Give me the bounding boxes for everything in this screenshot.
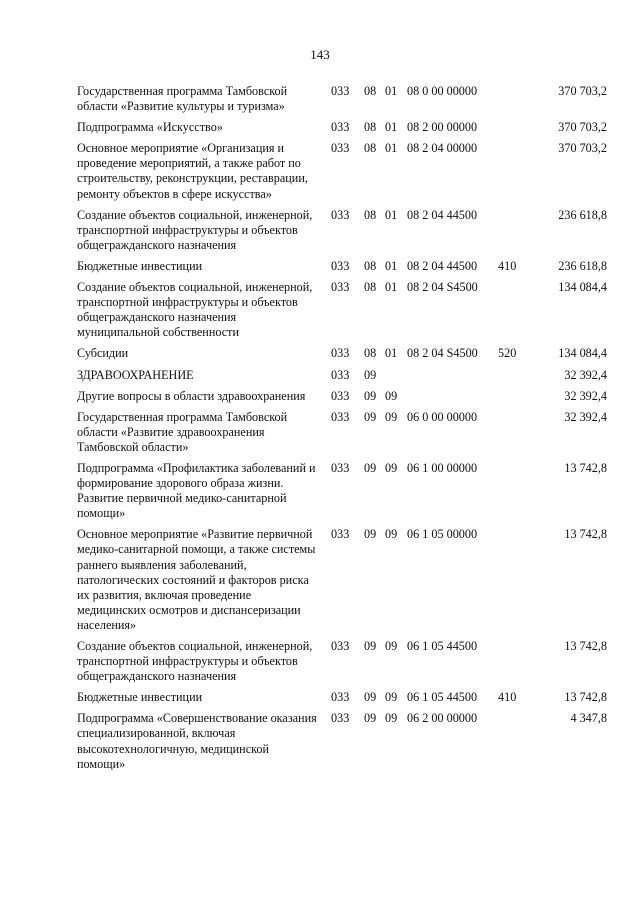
table-row <box>0 527 640 633</box>
subsection-code: 09 <box>385 409 398 424</box>
table-row <box>0 389 640 404</box>
amount: 370 703,2 <box>558 84 607 98</box>
target-article-code: 08 2 04 S4500 <box>407 346 478 361</box>
subsection-code: 01 <box>385 84 398 98</box>
subsection-code: 01 <box>385 141 398 156</box>
amount: 370 703,2 <box>558 120 607 135</box>
section-code: 09 <box>364 409 377 424</box>
table-row <box>0 141 640 201</box>
target-article-code: 08 2 00 00000 <box>407 120 478 135</box>
amount: 13 742,8 <box>564 639 607 653</box>
section-code: 09 <box>364 711 377 726</box>
ministry-code: 033 <box>331 258 350 273</box>
target-article-code: 08 2 04 00000 <box>407 141 478 156</box>
amount: 370 703,2 <box>558 141 607 156</box>
subsection-code: 09 <box>385 690 398 705</box>
target-article-code: 06 1 05 44500 <box>407 690 478 705</box>
amount: 32 392,4 <box>564 367 607 382</box>
amount: 236 618,8 <box>558 207 607 222</box>
table-row <box>0 410 640 455</box>
subsection-code: 01 <box>385 280 398 295</box>
section-code: 08 <box>364 258 377 273</box>
row-name: Подпрограмма «Искусство» <box>77 120 223 135</box>
table-row <box>0 711 640 771</box>
row-name: Создание объектов социальной, инженерной, транспортной инфраструктуры и объектов общегражданского назначения муниципальной собственности <box>77 280 313 340</box>
ministry-code: 033 <box>331 460 350 475</box>
amount: 32 392,4 <box>564 409 607 424</box>
row-name: Создание объектов социальной, инженерной, транспортной инфраструктуры и объектов общегражданского назначения <box>77 639 313 684</box>
target-article-code: 08 0 00 00000 <box>407 84 478 98</box>
subsection-code: 09 <box>385 388 398 403</box>
amount: 13 742,8 <box>564 690 607 705</box>
ministry-code: 033 <box>331 207 350 222</box>
subsection-code: 09 <box>385 527 398 542</box>
target-article-code: 06 1 00 00000 <box>407 460 478 475</box>
table-row <box>0 346 640 361</box>
section-code: 09 <box>364 388 377 403</box>
ministry-code: 033 <box>331 120 350 135</box>
ministry-code: 033 <box>331 346 350 361</box>
table-row <box>0 120 640 135</box>
subsection-code: 09 <box>385 711 398 726</box>
section-code: 09 <box>364 367 377 382</box>
subsection-code: 01 <box>385 120 398 135</box>
expense-type-code: 520 <box>498 346 517 361</box>
row-name: Государственная программа Тамбовской области «Развитие культуры и туризма» <box>77 84 288 114</box>
subsection-code: 01 <box>385 346 398 361</box>
target-article-code: 08 2 04 44500 <box>407 258 478 273</box>
section-code: 09 <box>364 690 377 705</box>
table-row <box>0 208 640 253</box>
row-name: ЗДРАВООХРАНЕНИЕ <box>77 367 194 382</box>
subsection-code: 09 <box>385 639 398 653</box>
amount: 134 084,4 <box>558 346 607 361</box>
expense-type-code: 410 <box>498 690 517 705</box>
table-row <box>0 461 640 521</box>
section-code: 08 <box>364 84 377 98</box>
row-name: Подпрограмма «Профилактика заболеваний и формирование здорового образа жизни. Развитие первичной медико-санитарной помощи» <box>77 460 316 521</box>
subsection-code: 09 <box>385 460 398 475</box>
table-row <box>0 639 640 684</box>
row-name: Субсидии <box>77 346 129 361</box>
expense-type-code: 410 <box>498 258 517 273</box>
table-row <box>0 368 640 383</box>
section-code: 09 <box>364 460 377 475</box>
target-article-code: 06 1 05 00000 <box>407 527 478 542</box>
row-name: Бюджетные инвестиции <box>77 690 203 705</box>
ministry-code: 033 <box>331 84 350 98</box>
table-row <box>0 259 640 274</box>
row-name: Основное мероприятие «Развитие первичной медико-санитарной помощи, а также системы раннего выявления заболеваний, патологических состояний и факторов риска их развития, включая проведение медицинских осмотров и диспансеризации населения» <box>77 527 316 632</box>
section-code: 08 <box>364 346 377 361</box>
section-code: 08 <box>364 141 377 156</box>
amount: 4 347,8 <box>570 711 607 726</box>
ministry-code: 033 <box>331 367 350 382</box>
amount: 134 084,4 <box>558 280 607 295</box>
row-name: Государственная программа Тамбовской области «Развитие здравоохранения Тамбовской области» <box>77 409 288 454</box>
amount: 32 392,4 <box>564 388 607 403</box>
row-name: Основное мероприятие «Организация и проведение мероприятий, а также работ по строительству, реконструкции, реставрации, ремонту объектов в сфере искусства» <box>77 141 308 201</box>
target-article-code: 08 2 04 44500 <box>407 207 478 222</box>
page-number: 143 <box>310 47 330 62</box>
ministry-code: 033 <box>331 527 350 542</box>
section-code: 08 <box>364 120 377 135</box>
subsection-code: 01 <box>385 258 398 273</box>
ministry-code: 033 <box>331 409 350 424</box>
table-row <box>0 84 640 114</box>
target-article-code: 08 2 04 S4500 <box>407 280 478 295</box>
table-row <box>0 280 640 340</box>
table-row <box>0 690 640 705</box>
ministry-code: 033 <box>331 141 350 156</box>
row-name: Другие вопросы в области здравоохранения <box>77 388 306 403</box>
row-name: Подпрограмма «Совершенствование оказания специализированной, включая высокотехнологичную, медицинской помощи» <box>77 711 317 771</box>
ministry-code: 033 <box>331 388 350 403</box>
section-code: 08 <box>364 207 377 222</box>
amount: 13 742,8 <box>564 527 607 542</box>
target-article-code: 06 1 05 44500 <box>407 639 478 653</box>
row-name: Бюджетные инвестиции <box>77 258 203 273</box>
section-code: 09 <box>364 527 377 542</box>
target-article-code: 06 0 00 00000 <box>407 409 478 424</box>
subsection-code: 01 <box>385 207 398 222</box>
section-code: 08 <box>364 280 377 295</box>
section-code: 09 <box>364 639 377 653</box>
row-name: Создание объектов социальной, инженерной, транспортной инфраструктуры и объектов общегражданского назначения <box>77 207 313 252</box>
amount: 13 742,8 <box>564 460 607 475</box>
budget-table <box>0 84 640 778</box>
ministry-code: 033 <box>331 639 350 653</box>
ministry-code: 033 <box>331 690 350 705</box>
ministry-code: 033 <box>331 280 350 295</box>
target-article-code: 06 2 00 00000 <box>407 711 478 726</box>
amount: 236 618,8 <box>558 258 607 273</box>
ministry-code: 033 <box>331 711 350 726</box>
